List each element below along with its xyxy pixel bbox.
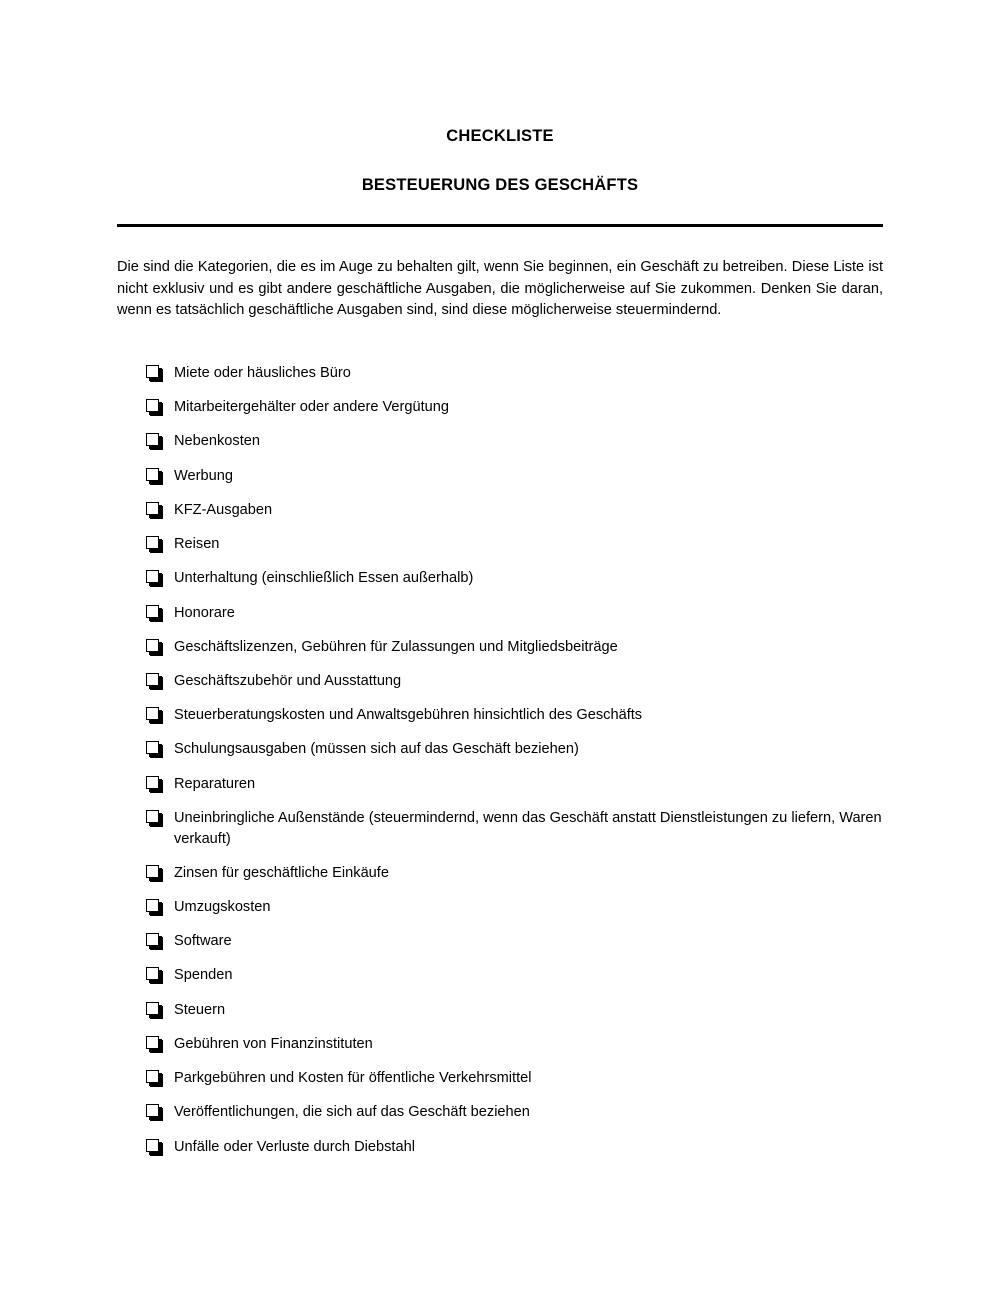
checkbox[interactable] (117, 808, 167, 828)
checklist-item-label: Reisen (174, 536, 220, 553)
empty-checkbox-icon[interactable] (146, 1139, 159, 1152)
checklist-item-label: Steuern (174, 1001, 226, 1018)
checklist-item-label: Umzugskosten (174, 899, 271, 916)
checklist-item-label: Uneinbringliche Außenstände (steuermindernd, wenn das Geschäft anstatt Dienstleistungen zu liefern, Waren verkauft) (174, 809, 882, 847)
empty-checkbox-icon[interactable] (146, 899, 159, 912)
checklist-item[interactable] (117, 363, 883, 384)
checklist-item-label: Reparaturen (174, 775, 256, 792)
empty-checkbox-icon[interactable] (146, 810, 159, 823)
checklist-item-label: Spenden (174, 967, 233, 984)
checklist-item-label: Miete oder häusliches Büro (174, 365, 351, 382)
checklist-item[interactable] (117, 705, 883, 726)
empty-checkbox-icon[interactable] (146, 1104, 159, 1117)
empty-checkbox-icon[interactable] (146, 536, 159, 549)
checklist-item[interactable] (117, 603, 883, 624)
checkbox[interactable] (117, 1102, 167, 1122)
empty-checkbox-icon[interactable] (146, 933, 159, 946)
checkbox[interactable] (117, 397, 167, 417)
checkbox[interactable] (117, 1068, 167, 1088)
page-title: CHECKLISTE (446, 127, 554, 145)
checkbox[interactable] (117, 739, 167, 759)
checklist-item[interactable] (117, 431, 883, 452)
checkbox[interactable] (117, 466, 167, 486)
checklist-item[interactable] (117, 500, 883, 521)
checklist-item-label: Unfälle oder Verluste durch Diebstahl (174, 1138, 415, 1155)
checkbox[interactable] (117, 774, 167, 794)
checkbox[interactable] (117, 705, 167, 725)
empty-checkbox-icon[interactable] (146, 570, 159, 583)
empty-checkbox-icon[interactable] (146, 673, 159, 686)
checklist-item-label: Werbung (174, 467, 233, 484)
checklist-item-label: Steuerberatungskosten und Anwaltsgebühren hinsichtlich des Geschäfts (174, 707, 643, 724)
checklist-item[interactable] (117, 1102, 883, 1123)
checklist-item-label: Veröffentlichungen, die sich auf das Geschäft beziehen (174, 1104, 530, 1121)
empty-checkbox-icon[interactable] (146, 776, 159, 789)
checkbox[interactable] (117, 1000, 167, 1020)
intro-paragraph: Die sind die Kategorien, die es im Auge zu behalten gilt, wenn Sie beginnen, ein Geschäft zu betreiben. Diese Liste ist nicht exklusiv und es gibt andere geschäftliche Ausgaben, die möglicherweise auf Sie zukommen. Denken Sie daran, wenn es tatsächlich geschäftliche Ausgaben sind, sind diese möglicherweise steuermindernd. (117, 259, 883, 319)
checklist-item-label: Zinsen für geschäftliche Einkäufe (174, 864, 389, 881)
checklist-item[interactable] (117, 534, 883, 555)
checklist-item-label: Geschäftszubehör und Ausstattung (174, 673, 402, 689)
checkbox[interactable] (117, 431, 167, 451)
checklist-item-label: Honorare (174, 604, 235, 621)
checkbox[interactable] (117, 363, 167, 383)
empty-checkbox-icon[interactable] (146, 1036, 159, 1049)
page-subtitle: BESTEUERUNG DES GESCHÄFTS (361, 175, 639, 194)
checklist-item-label: Gebühren von Finanzinstituten (174, 1035, 373, 1052)
empty-checkbox-icon[interactable] (146, 865, 159, 878)
empty-checkbox-icon[interactable] (146, 707, 159, 720)
empty-checkbox-icon[interactable] (146, 967, 159, 980)
checklist-item[interactable] (117, 637, 883, 658)
empty-checkbox-icon[interactable] (146, 741, 159, 754)
checklist-item-label: Parkgebühren und Kosten für öffentliche Verkehrsmittel (174, 1070, 532, 1087)
empty-checkbox-icon[interactable] (146, 468, 159, 481)
checklist-item[interactable] (117, 863, 883, 884)
checkbox[interactable] (117, 671, 167, 691)
checklist-item-label: Geschäftslizenzen, Gebühren für Zulassungen und Mitgliedsbeiträge (174, 638, 618, 655)
expense-checklist (117, 322, 883, 1157)
checkbox[interactable] (117, 568, 167, 588)
empty-checkbox-icon[interactable] (146, 502, 159, 515)
checklist-item[interactable] (117, 397, 883, 418)
checklist-item[interactable] (117, 466, 883, 487)
empty-checkbox-icon[interactable] (146, 639, 159, 652)
checklist-item[interactable] (117, 931, 883, 952)
checkbox[interactable] (117, 931, 167, 951)
empty-checkbox-icon[interactable] (146, 605, 159, 618)
checklist-item[interactable] (117, 808, 883, 849)
checkbox[interactable] (117, 897, 167, 917)
checkbox[interactable] (117, 1137, 167, 1157)
checklist-item-label: KFZ-Ausgaben (174, 501, 273, 518)
empty-checkbox-icon[interactable] (146, 1070, 159, 1083)
checkbox[interactable] (117, 1034, 167, 1054)
checklist-item-label: Mitarbeitergehälter oder andere Vergütung (174, 399, 450, 416)
empty-checkbox-icon[interactable] (146, 399, 159, 412)
checkbox[interactable] (117, 965, 167, 985)
checkbox[interactable] (117, 863, 167, 883)
checklist-item[interactable] (117, 1000, 883, 1021)
checklist-item[interactable] (117, 1034, 883, 1055)
checkbox[interactable] (117, 603, 167, 623)
checklist-item[interactable] (117, 1068, 883, 1089)
checklist-item-label: Software (174, 933, 232, 950)
empty-checkbox-icon[interactable] (146, 433, 159, 446)
checklist-item-label: Schulungsausgaben (müssen sich auf das Geschäft beziehen) (174, 741, 579, 758)
checklist-item-label: Nebenkosten (174, 433, 261, 450)
checkbox[interactable] (117, 637, 167, 657)
checklist-item[interactable] (117, 1137, 883, 1158)
checklist-item[interactable] (117, 568, 883, 589)
checklist-item[interactable] (117, 897, 883, 918)
checkbox[interactable] (117, 534, 167, 554)
document-content (117, 0, 883, 1157)
checklist-item-label: Unterhaltung (einschließlich Essen außerhalb) (174, 570, 474, 587)
checkbox[interactable] (117, 500, 167, 520)
checklist-item[interactable] (117, 965, 883, 986)
checklist-item[interactable] (117, 671, 883, 692)
empty-checkbox-icon[interactable] (146, 1002, 159, 1015)
empty-checkbox-icon[interactable] (146, 365, 159, 378)
checklist-item[interactable] (117, 739, 883, 760)
checklist-item[interactable] (117, 774, 883, 795)
